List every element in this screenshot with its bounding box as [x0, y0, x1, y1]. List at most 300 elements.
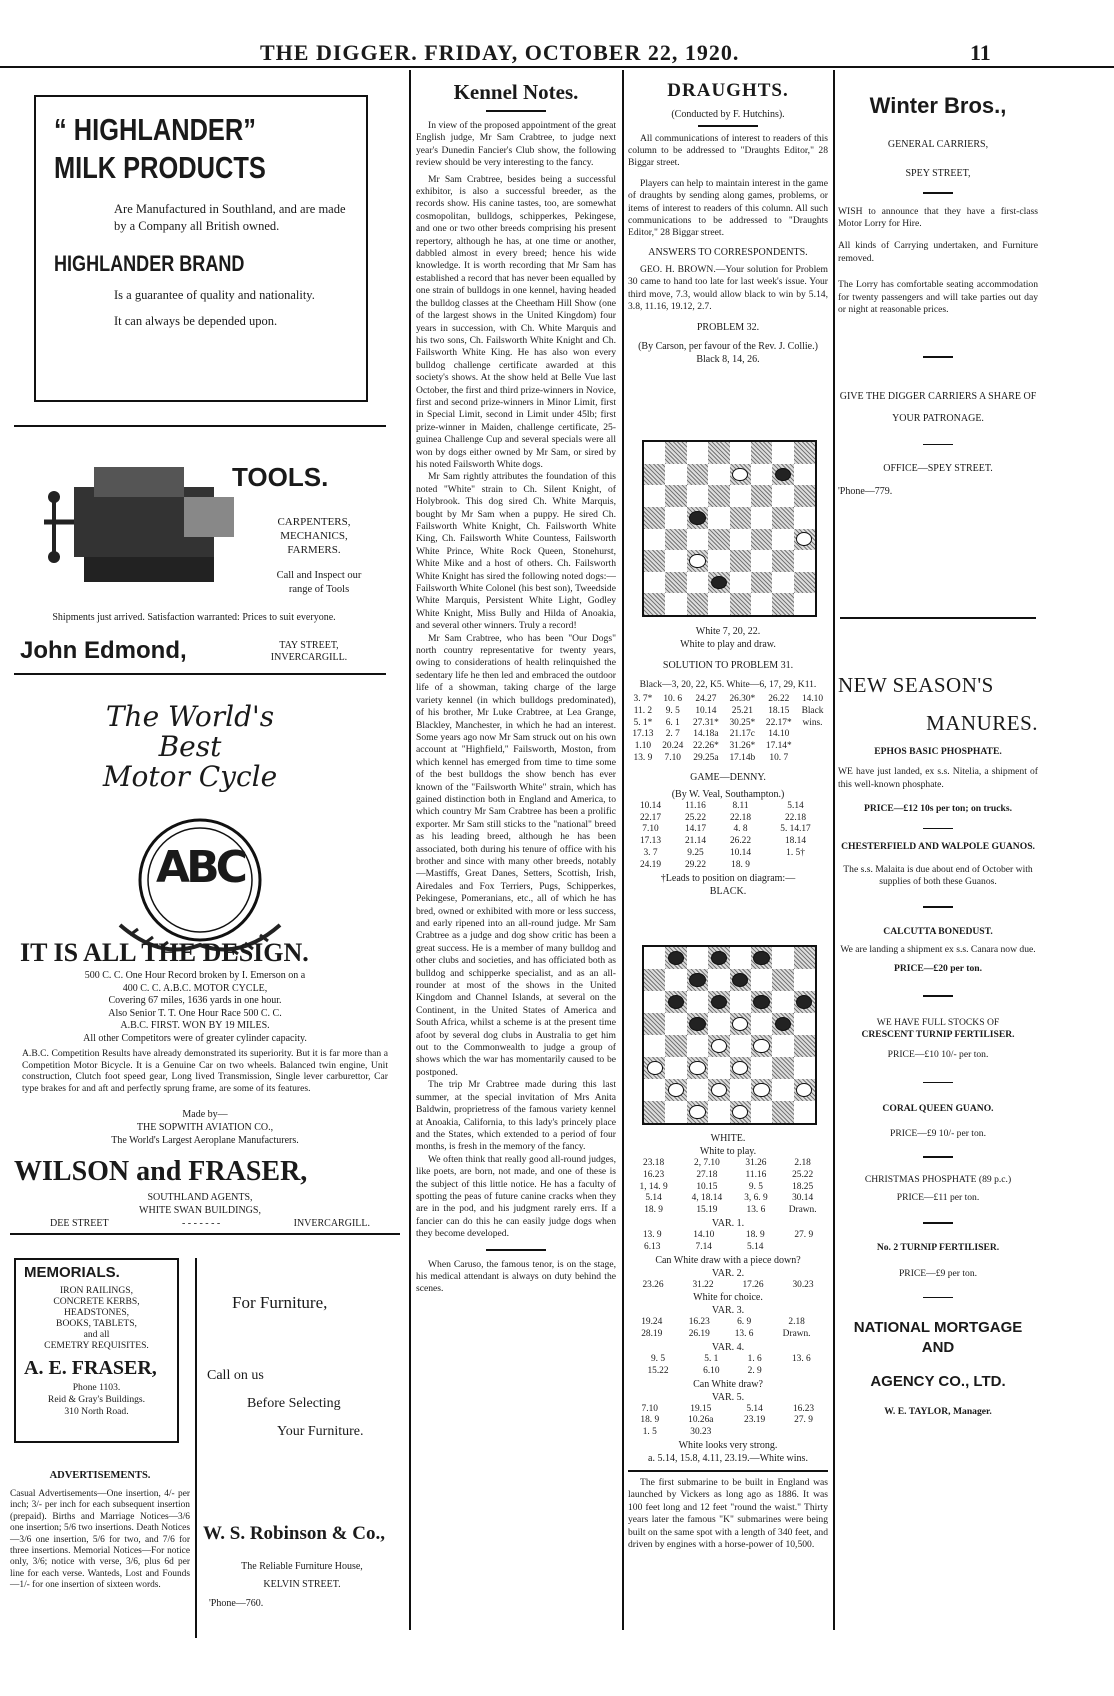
- kennel-paragraph: The trip Mr Crabtree made during this last summer, at the special invitation of Mrs Anita Baldwin, proprietress of the famous variety kennel at Anoakia, California, to this lady's princely place and the States, which extended to a period of four months, is fresh in the memory of the fancy.: [416, 1079, 616, 1153]
- board-square: [794, 1035, 815, 1057]
- company-name: NATIONAL MORTGAGE AND: [853, 1319, 1023, 1357]
- board-square: [730, 464, 751, 486]
- board-square: [772, 485, 793, 507]
- white-piece: [689, 1105, 705, 1119]
- var1-title: VAR. 1.: [711, 1217, 745, 1229]
- board-square: [708, 464, 729, 486]
- move-cell: Drawn.: [788, 1205, 817, 1216]
- abc-maker: [30, 1108, 380, 1147]
- board-square: [708, 529, 729, 551]
- board-square: [687, 593, 708, 615]
- board-square: [644, 991, 665, 1013]
- var5-note: White looks very strong.: [678, 1439, 778, 1451]
- board-square: [665, 593, 686, 615]
- board-square: [730, 991, 751, 1013]
- white-piece: [711, 1083, 727, 1097]
- move-cell: 15.19: [696, 1205, 718, 1216]
- board-square: [794, 947, 815, 969]
- board-square: [708, 1035, 729, 1057]
- move-cell: 26.22: [729, 836, 752, 847]
- move-row: [628, 836, 828, 848]
- move-cell: 10. 7: [769, 752, 789, 763]
- black-piece: [689, 1017, 705, 1031]
- board-square: [772, 1079, 793, 1101]
- address-line: INVERCARGILL.: [270, 652, 348, 663]
- draughts-title: DRAUGHTS.: [667, 80, 789, 101]
- move-cell: 2. 7: [665, 729, 680, 740]
- white-piece: [732, 1061, 748, 1075]
- white-piece: [796, 532, 812, 546]
- board-square: [730, 1101, 751, 1123]
- tools-trades: [259, 515, 369, 557]
- board-square: [751, 1035, 772, 1057]
- board-square: [644, 442, 665, 464]
- board-square: [644, 947, 665, 969]
- move-cell: 22.18: [729, 812, 752, 823]
- record-line: 500 C. C. One Hour Record broken by I. Emerson on a: [84, 970, 306, 981]
- move-cell: 26.22: [768, 694, 790, 704]
- kennel-title: Kennel Notes.: [453, 80, 579, 104]
- rule: [923, 192, 953, 194]
- board-square: [665, 442, 686, 464]
- move-cell: 7.10: [641, 1403, 658, 1414]
- draughts-paragraph: Players can help to maintain interest in the game of draughts by sending along games, problems, or items of interest to readers of this column. All such communications to be addressed to "Draughts Editor," 28 Biggar street.: [628, 177, 828, 239]
- script-line: Motor Cycle: [102, 760, 278, 793]
- board-square: [751, 947, 772, 969]
- board-square: [751, 550, 772, 572]
- move-cell: 13. 9: [642, 1229, 662, 1240]
- var5-title: VAR. 5.: [711, 1391, 745, 1403]
- manures-title2: MANURES.: [926, 711, 1038, 735]
- rule: [923, 906, 953, 908]
- var2-table: [628, 1280, 828, 1292]
- var1-table: [628, 1230, 828, 1254]
- move-cell: 8.11: [732, 800, 749, 811]
- move-cell: [780, 1242, 829, 1254]
- memorial-address: Reid & Gray's Buildings.: [47, 1394, 146, 1405]
- move-row: [628, 1230, 828, 1242]
- record-line: All other Competitors were of greater cylinder capacity.: [83, 1032, 307, 1044]
- board-square: [687, 1013, 708, 1035]
- game-diagram-board: [642, 945, 817, 1125]
- agent-line: WHITE SWAN BUILDINGS,: [139, 1204, 261, 1216]
- move-cell: [763, 860, 828, 872]
- move-cell: 18. 9: [644, 1205, 663, 1216]
- column-rule: [833, 70, 835, 1630]
- board-square: [794, 593, 815, 615]
- move-row: [628, 694, 828, 706]
- manure-heading: No. 2 TURNIP FERTILISER.: [876, 1241, 1000, 1253]
- furniture-line1: Call on us: [207, 1368, 264, 1383]
- black-piece: [711, 995, 727, 1009]
- board-square: [772, 464, 793, 486]
- tools-ad: [14, 425, 386, 675]
- board-square: [794, 991, 815, 1013]
- board-square: [644, 550, 665, 572]
- move-cell: 3. 7*: [633, 694, 653, 704]
- board-square: [794, 1101, 815, 1123]
- board-square: [687, 1079, 708, 1101]
- board-square: [708, 485, 729, 507]
- rule: [923, 1156, 953, 1158]
- board-square: [708, 1057, 729, 1079]
- board-square: [730, 1057, 751, 1079]
- move-cell: 4. 8: [733, 824, 748, 835]
- draughts-column-bottom: [628, 1132, 828, 1632]
- board-square: [751, 572, 772, 594]
- game-by: (By W. Veal, Southampton.): [671, 788, 785, 800]
- memorial-phone: Phone 1103.: [72, 1382, 121, 1393]
- board-square: [751, 442, 772, 464]
- board-square: [644, 1057, 665, 1079]
- trade-item: FARMERS.: [287, 544, 341, 556]
- board-square: [708, 572, 729, 594]
- company-manager: W. E. TAYLOR, Manager.: [884, 1406, 992, 1418]
- move-cell: 13. 6: [746, 1205, 766, 1216]
- var4-table: [628, 1354, 828, 1378]
- move-cell: 25.22: [684, 812, 707, 823]
- title-rule: [486, 110, 546, 112]
- manure-heading: WE HAVE FULL STOCKS OF: [876, 1016, 1000, 1028]
- move-cell: 21.17c: [729, 729, 755, 740]
- highlander-guarantee: Is a guarantee of quality and nationality.: [114, 288, 315, 302]
- board-square: [644, 1013, 665, 1035]
- move-cell: 23.18: [643, 1158, 665, 1168]
- move-row: [628, 801, 828, 813]
- move-row: [628, 718, 828, 730]
- address-line: TAY STREET,: [279, 640, 339, 651]
- board-square: [794, 550, 815, 572]
- solution-position: Black—3, 20, 22, K5. White—6, 17, 29, K11.: [639, 679, 817, 690]
- move-cell: 31.26*: [729, 741, 756, 752]
- board-square: [708, 550, 729, 572]
- move-row: [628, 1415, 828, 1427]
- move-cell: 10.14: [695, 705, 717, 716]
- highlander-ad: [34, 95, 368, 402]
- board-square: [665, 464, 686, 486]
- move-cell: 2. 9: [747, 1365, 762, 1376]
- furniture-details: [207, 1558, 397, 1594]
- board-square: [730, 593, 751, 615]
- black-piece: [753, 995, 769, 1009]
- board-square: [687, 969, 708, 991]
- white-piece: [732, 1105, 748, 1119]
- board-square: [772, 947, 793, 969]
- memorial-item: CEMETRY REQUISITES.: [44, 1340, 149, 1351]
- draughts-paragraph: All communications of interest to readers of this column to be addressed to "Draughts Editor," 28 Biggar street.: [628, 132, 828, 169]
- move-cell: 9. 5: [748, 1181, 763, 1192]
- board-square: [708, 593, 729, 615]
- move-cell: 20.24: [662, 741, 684, 752]
- move-cell: 14.17: [684, 824, 707, 835]
- var2-note: White for choice.: [693, 1292, 763, 1304]
- black-piece: [732, 973, 748, 987]
- board-square: [687, 529, 708, 551]
- move-cell: 19.24: [641, 1317, 663, 1328]
- furniture-line3: Your Furniture.: [277, 1424, 364, 1439]
- game-title: GAME—DENNY.: [690, 771, 766, 783]
- board-square: [730, 969, 751, 991]
- move-row: [628, 1404, 828, 1416]
- problem-32-board: [642, 440, 817, 617]
- move-cell: 21.14: [684, 836, 707, 847]
- memorials-contact: [24, 1382, 169, 1418]
- record-line: A.B.C. FIRST. WON BY 19 MILES.: [120, 1020, 270, 1031]
- move-row: [628, 1280, 828, 1292]
- move-cell: 19.15: [690, 1403, 712, 1414]
- board-square: [751, 991, 772, 1013]
- maker-desc: The World's Largest Aeroplane Manufacturers.: [111, 1135, 299, 1146]
- move-cell: 17.26: [742, 1279, 764, 1290]
- manure-text: The s.s. Malaita is due about end of October with supplies of both these Guanos.: [843, 863, 1033, 887]
- abc-features: A.B.C. Competition Results have already demonstrated its superiority. But it is far more than a Competition Motor Bicycle. It is a Genuine Car on two wheels. Balanced twin engine, Unit construction, Clutch foot speed gear, Long lived Transmission, Single lever carburettor, Car type brakes for and aft and perfectly sprung frame, are some of its features.: [22, 1048, 388, 1094]
- move-cell: 17.13: [639, 836, 662, 847]
- board-square: [665, 991, 686, 1013]
- move-cell: 7.10: [664, 752, 681, 763]
- black-piece: [711, 951, 727, 965]
- move-cell: 18. 9: [731, 859, 750, 870]
- board-square: [687, 1035, 708, 1057]
- move-cell: 5.14: [645, 1193, 662, 1204]
- board-square: [665, 507, 686, 529]
- board-square: [644, 593, 665, 615]
- move-cell: 29.25a: [693, 752, 719, 763]
- manure-price: PRICE—£9 per ton.: [898, 1268, 978, 1280]
- section-divider: [840, 617, 1036, 619]
- move-row: [628, 824, 828, 836]
- var5-table: [628, 1404, 828, 1439]
- move-cell: 16.23: [688, 1317, 710, 1328]
- board-square: [730, 507, 751, 529]
- move-cell: 24.19: [639, 859, 662, 870]
- board-square: [730, 550, 751, 572]
- memorial-item: and all: [83, 1329, 110, 1340]
- board-square: [644, 485, 665, 507]
- trade-item: MECHANICS,: [280, 530, 348, 542]
- move-row: [628, 860, 828, 872]
- rule: [698, 125, 758, 127]
- move-cell: 30.14: [792, 1193, 814, 1204]
- winter-p1: WISH to announce that they have a first-class Motor Lorry for Hire.: [838, 205, 1038, 229]
- black-piece: [753, 951, 769, 965]
- move-cell: 1. 6: [747, 1353, 762, 1364]
- submarine-text: The first submarine to be built in England was launched by Vickers as long ago as 1886. It was 100 feet long and 12 feet "round the waist." Thirty years later the famous "K" submarines were being built on the same spot with a length of 340 feet, and driven by engines with a horse-power of 10,500.: [628, 1476, 828, 1550]
- move-cell: 14.10: [768, 729, 790, 740]
- rule: [923, 828, 953, 830]
- move-cell: 3. 7: [643, 847, 658, 858]
- move-cell: 4, 18.14: [691, 1193, 723, 1204]
- kennel-paragraph: We often think that really good all-round judges, like poets, are born, not made, and one of these is the subject of this little notice. He has a faculty of spotting the peas of future canine cracks when they are in the pod, and his judgment rarely errs. If a fancier can do this he can easily judge dogs when they become developed.: [416, 1153, 616, 1240]
- move-cell: 23.26: [642, 1279, 664, 1290]
- board-square: [708, 1079, 729, 1101]
- agent-street: [50, 1218, 370, 1229]
- board-square: [644, 572, 665, 594]
- move-cell: 1. 5: [642, 1427, 657, 1438]
- memorials-title: MEMORIALS.: [24, 1264, 120, 1281]
- board-square: [687, 572, 708, 594]
- move-cell: 6. 9: [737, 1317, 752, 1328]
- board-square: [794, 572, 815, 594]
- board-square: [644, 1079, 665, 1101]
- furniture-desc: The Reliable Furniture House,: [241, 1561, 363, 1572]
- board-square: [751, 507, 772, 529]
- move-cell: 11. 2: [633, 705, 653, 716]
- board-square: [772, 572, 793, 594]
- board-square: [665, 1101, 686, 1123]
- board-square: [794, 1057, 815, 1079]
- board-square: [665, 529, 686, 551]
- board-square: [794, 485, 815, 507]
- board-square: [644, 1035, 665, 1057]
- abc-record-text: [30, 970, 360, 1045]
- tools-call: Call and Inspect our range of Tools: [276, 570, 362, 595]
- move-cell: 27. 9: [794, 1415, 813, 1426]
- company-name: AGENCY CO., LTD.: [870, 1373, 1006, 1391]
- board-square: [644, 1101, 665, 1123]
- agent-line: SOUTHLAND AGENTS,: [147, 1192, 253, 1203]
- white-piece: [689, 554, 705, 568]
- black-piece: [689, 511, 705, 525]
- move-cell: 13. 9: [633, 752, 653, 763]
- move-cell: [779, 1427, 828, 1439]
- move-row: [628, 1354, 828, 1366]
- section-rule: [486, 1249, 546, 1251]
- board-square: [644, 464, 665, 486]
- memorial-item: CONCRETE KERBS,: [53, 1296, 140, 1307]
- tools-address: [254, 640, 364, 664]
- board-square: [772, 593, 793, 615]
- board-square: [730, 572, 751, 594]
- board-square: [665, 947, 686, 969]
- highlander-text: Are Manufactured in Southland, and are made by a Company all British owned.: [114, 202, 346, 233]
- record-line: Also Senior T. T. One Hour Race 500 C. C.: [108, 1007, 282, 1019]
- street: DEE STREET: [50, 1218, 109, 1229]
- board-square: [665, 1013, 686, 1035]
- black-piece: [796, 995, 812, 1009]
- board-square: [708, 991, 729, 1013]
- board-square: [794, 442, 815, 464]
- advertisement-rates: [10, 1470, 190, 1592]
- move-cell: 11.16: [685, 800, 706, 811]
- rule: [923, 995, 953, 997]
- white-piece: [711, 1039, 727, 1053]
- manures-title1: NEW SEASON'S: [838, 673, 994, 697]
- move-row: [628, 741, 828, 753]
- manure-price: PRICE—£12 10s per ton; on trucks.: [863, 803, 1012, 815]
- trade-item: CARPENTERS,: [277, 516, 351, 528]
- board-square: [772, 969, 793, 991]
- memorial-item: IRON RAILINGS,: [59, 1285, 134, 1296]
- board-square: [751, 1079, 772, 1101]
- move-cell: 9. 5: [665, 705, 680, 716]
- page-number: 11: [970, 40, 991, 65]
- var2-title: VAR. 2.: [711, 1267, 745, 1279]
- highlander-depend: It can always be depended upon.: [114, 314, 278, 328]
- abc-motorcycle-ad: [10, 690, 400, 1235]
- manure-heading: CRESCENT TURNIP FERTILISER.: [861, 1028, 1015, 1040]
- move-cell: 14.10: [801, 694, 824, 704]
- highlander-subtitle: MILK PRODUCTS: [54, 150, 266, 185]
- move-row: [628, 729, 828, 741]
- furniture-company: W. S. Robinson & Co.,: [203, 1523, 385, 1544]
- kennel-paragraph: In view of the proposed appointment of the great English judge, Mr Sam Crabtree, to judge next year's Dunedin Fancier's Club show, the following review should be very interesting to the fancy.: [416, 120, 616, 169]
- move-row: [628, 1193, 828, 1205]
- move-cell: 10.14: [729, 847, 752, 858]
- city: INVERCARGILL.: [293, 1218, 370, 1229]
- rule: [628, 1470, 828, 1472]
- move-cell: 23.19: [744, 1415, 766, 1426]
- manure-price: PRICE—£11 per ton.: [896, 1192, 980, 1203]
- board-square: [772, 507, 793, 529]
- move-cell: 27.18: [696, 1169, 718, 1180]
- final-line: a. 5.14, 15.8, 4.11, 23.19.—White wins.: [648, 1452, 808, 1464]
- problem-by: (By Carson, per favour of the Rev. J. Collie.): [638, 341, 818, 353]
- tools-name: John Edmond,: [20, 637, 187, 664]
- winter-title: Winter Bros.,: [869, 93, 1007, 118]
- answers-title: ANSWERS TO CORRESPONDENTS.: [648, 246, 808, 258]
- board-square: [751, 485, 772, 507]
- white-piece: [689, 1061, 705, 1075]
- agent-name: WILSON and FRASER,: [14, 1156, 308, 1187]
- winter-phone: 'Phone—779.: [838, 485, 893, 497]
- var3-title: VAR. 3.: [711, 1305, 745, 1317]
- move-row: [628, 1242, 828, 1254]
- tools-shipments: Shipments just arrived. Satisfaction warranted: Prices to suit everyone.: [52, 612, 336, 623]
- black-piece: [711, 576, 727, 590]
- column-rule: [622, 70, 624, 1630]
- board-square: [751, 464, 772, 486]
- problem-title: PROBLEM 32.: [696, 322, 760, 334]
- maker-name: THE SOPWITH AVIATION CO.,: [136, 1122, 274, 1133]
- move-cell: 28.19: [641, 1329, 663, 1340]
- move-cell: 11.16: [745, 1169, 767, 1180]
- board-square: [794, 507, 815, 529]
- board-square: [730, 947, 751, 969]
- white-piece: [753, 1083, 769, 1097]
- var3-table: [628, 1317, 828, 1341]
- move-cell: 30.25*: [729, 717, 756, 728]
- highlander-brand: HIGHLANDER BRAND: [54, 251, 245, 276]
- move-cell: 18.15: [768, 705, 790, 716]
- made-by-label: Made by—: [182, 1109, 228, 1120]
- winter-office: OFFICE—SPEY STREET.: [883, 463, 993, 475]
- furniture-title: For Furniture,: [232, 1293, 328, 1312]
- move-row: [628, 1182, 828, 1194]
- rule: [923, 1222, 953, 1224]
- record-line: 400 C. C. A.B.C. MOTOR CYCLE,: [122, 982, 268, 994]
- move-cell: 17.14*: [765, 741, 792, 752]
- winter-p2: All kinds of Carrying undertaken, and Furniture removed.: [838, 240, 1038, 264]
- newspaper-title: THE DIGGER. FRIDAY, OCTOBER 22, 1920.: [260, 40, 740, 65]
- memorials-list: [24, 1285, 169, 1351]
- board-square: [687, 485, 708, 507]
- furniture-line2: Before Selecting: [247, 1396, 341, 1411]
- board-square: [665, 572, 686, 594]
- white-piece: [647, 1061, 663, 1075]
- record-line: Covering 67 miles, 1636 yards in one hour.: [108, 995, 282, 1006]
- move-cell: 18. 9: [745, 1229, 765, 1240]
- move-cell: 22.26*: [692, 741, 719, 752]
- move-cell: [797, 729, 828, 741]
- move-cell: 2.18: [788, 1317, 805, 1328]
- board-square: [730, 1013, 751, 1035]
- board-square: [772, 529, 793, 551]
- move-row: [628, 848, 828, 860]
- street-dots: - - - - - - -: [181, 1218, 221, 1229]
- winter-sub2: SPEY STREET,: [905, 168, 971, 179]
- move-row: [628, 753, 828, 765]
- game-table: [628, 801, 828, 872]
